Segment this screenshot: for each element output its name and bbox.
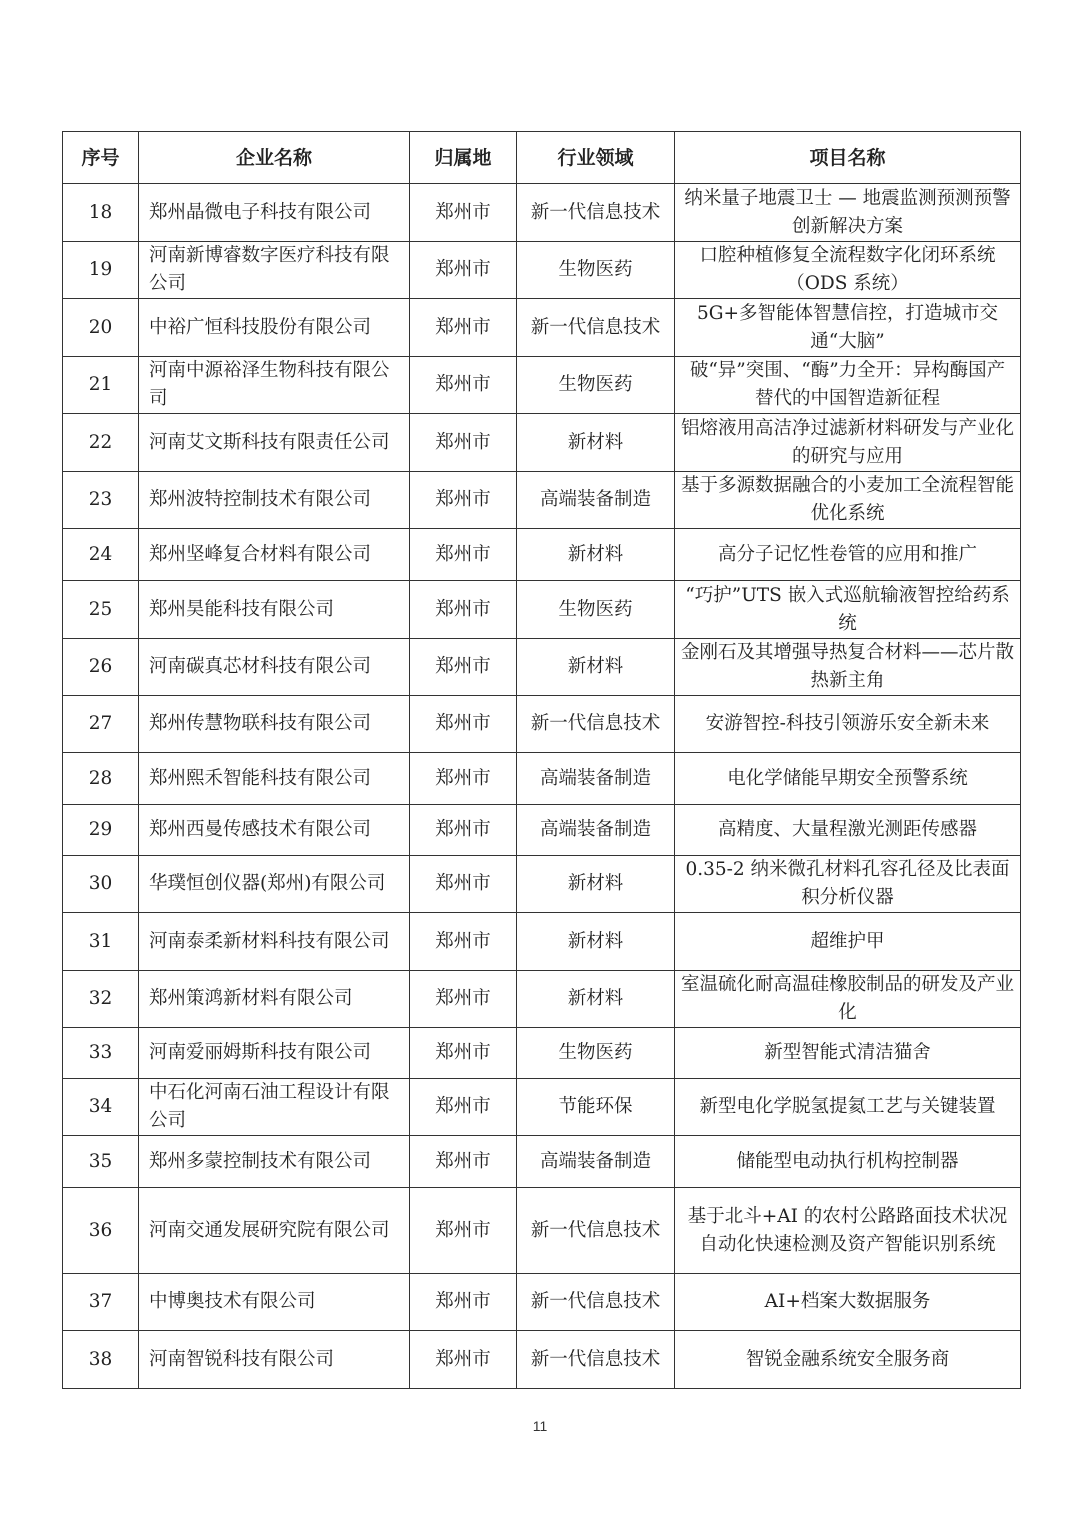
table-row <box>63 639 1021 696</box>
cell-project: 高精度、大量程激光测距传感器 <box>675 805 1021 856</box>
cell-industry: 生物医药 <box>517 357 675 414</box>
table-row <box>63 299 1021 357</box>
cell-project: 安游智控-科技引领游乐安全新未来 <box>675 696 1021 753</box>
cell-company: 中裕广恒科技股份有限公司 <box>139 299 410 357</box>
header-industry: 行业领域 <box>517 132 675 184</box>
table-row <box>63 1079 1021 1136</box>
cell-location: 郑州市 <box>410 529 517 581</box>
cell-location: 郑州市 <box>410 1136 517 1188</box>
cell-no: 36 <box>63 1188 139 1274</box>
cell-project: 新型智能式清洁猫舍 <box>675 1028 1021 1079</box>
cell-project: 口腔种植修复全流程数字化闭环系统（ODS 系统） <box>675 242 1021 299</box>
cell-location: 郑州市 <box>410 913 517 971</box>
cell-industry: 新材料 <box>517 529 675 581</box>
cell-location: 郑州市 <box>410 1331 517 1389</box>
page-number: 11 <box>532 1418 548 1434</box>
cell-industry: 新材料 <box>517 639 675 696</box>
cell-project: 智锐金融系统安全服务商 <box>675 1331 1021 1389</box>
cell-industry: 新一代信息技术 <box>517 1331 675 1389</box>
table-header-row <box>63 132 1021 184</box>
cell-project: 0.35-2 纳米微孔材料孔容孔径及比表面积分析仪器 <box>675 856 1021 913</box>
cell-company: 河南泰柔新材料科技有限公司 <box>139 913 410 971</box>
cell-location: 郑州市 <box>410 856 517 913</box>
cell-industry: 新一代信息技术 <box>517 1274 675 1331</box>
cell-location: 郑州市 <box>410 639 517 696</box>
cell-company: 河南交通发展研究院有限公司 <box>139 1188 410 1274</box>
cell-industry: 生物医药 <box>517 581 675 639</box>
cell-industry: 高端装备制造 <box>517 1136 675 1188</box>
table-row <box>63 581 1021 639</box>
cell-industry: 新材料 <box>517 913 675 971</box>
cell-project: 高分子记忆性卷管的应用和推广 <box>675 529 1021 581</box>
cell-project: 铝熔液用高洁净过滤新材料研发与产业化的研究与应用 <box>675 414 1021 472</box>
cell-company: 河南碳真芯材科技有限公司 <box>139 639 410 696</box>
cell-company: 郑州晶微电子科技有限公司 <box>139 184 410 242</box>
cell-location: 郑州市 <box>410 1028 517 1079</box>
cell-industry: 新材料 <box>517 856 675 913</box>
cell-industry: 新一代信息技术 <box>517 1188 675 1274</box>
cell-no: 22 <box>63 414 139 472</box>
cell-location: 郑州市 <box>410 184 517 242</box>
cell-location: 郑州市 <box>410 696 517 753</box>
cell-no: 18 <box>63 184 139 242</box>
cell-no: 29 <box>63 805 139 856</box>
cell-no: 27 <box>63 696 139 753</box>
cell-no: 32 <box>63 971 139 1028</box>
cell-no: 25 <box>63 581 139 639</box>
cell-project: 室温硫化耐高温硅橡胶制品的研发及产业化 <box>675 971 1021 1028</box>
cell-company: 中石化河南石油工程设计有限公司 <box>139 1079 410 1136</box>
table-row <box>63 184 1021 242</box>
cell-project: 电化学储能早期安全预警系统 <box>675 753 1021 805</box>
cell-company: 郑州坚峰复合材料有限公司 <box>139 529 410 581</box>
cell-location: 郑州市 <box>410 414 517 472</box>
cell-no: 28 <box>63 753 139 805</box>
cell-location: 郑州市 <box>410 472 517 529</box>
project-table <box>62 131 1021 1389</box>
cell-industry: 高端装备制造 <box>517 805 675 856</box>
table-row <box>63 971 1021 1028</box>
cell-no: 34 <box>63 1079 139 1136</box>
cell-no: 26 <box>63 639 139 696</box>
table-row <box>63 805 1021 856</box>
cell-company: 河南新博睿数字医疗科技有限公司 <box>139 242 410 299</box>
cell-project: 5G+多智能体智慧信控，打造城市交通“大脑” <box>675 299 1021 357</box>
cell-project: 基于北斗+AI 的农村公路路面技术状况自动化快速检测及资产智能识别系统 <box>675 1188 1021 1274</box>
cell-project: “巧护”UTS 嵌入式巡航输液智控给药系统 <box>675 581 1021 639</box>
table-row <box>63 242 1021 299</box>
cell-industry: 高端装备制造 <box>517 472 675 529</box>
table-row <box>63 753 1021 805</box>
header-company: 企业名称 <box>139 132 410 184</box>
cell-project: 基于多源数据融合的小麦加工全流程智能优化系统 <box>675 472 1021 529</box>
cell-industry: 生物医药 <box>517 242 675 299</box>
cell-company: 郑州策鸿新材料有限公司 <box>139 971 410 1028</box>
table-body <box>63 184 1021 1389</box>
cell-project: 纳米量子地震卫士 — 地震监测预测预警创新解决方案 <box>675 184 1021 242</box>
cell-company: 郑州波特控制技术有限公司 <box>139 472 410 529</box>
cell-industry: 节能环保 <box>517 1079 675 1136</box>
cell-no: 19 <box>63 242 139 299</box>
cell-company: 郑州多蒙控制技术有限公司 <box>139 1136 410 1188</box>
cell-company: 河南爱丽姆斯科技有限公司 <box>139 1028 410 1079</box>
table-row <box>63 1028 1021 1079</box>
table-row <box>63 1331 1021 1389</box>
cell-location: 郑州市 <box>410 1188 517 1274</box>
cell-project: 金刚石及其增强导热复合材料——芯片散热新主角 <box>675 639 1021 696</box>
cell-industry: 高端装备制造 <box>517 753 675 805</box>
cell-industry: 新一代信息技术 <box>517 696 675 753</box>
table-row <box>63 1274 1021 1331</box>
table-row <box>63 1188 1021 1274</box>
table-row <box>63 357 1021 414</box>
header-location: 归属地 <box>410 132 517 184</box>
header-project: 项目名称 <box>675 132 1021 184</box>
cell-no: 30 <box>63 856 139 913</box>
cell-no: 37 <box>63 1274 139 1331</box>
cell-project: AI+档案大数据服务 <box>675 1274 1021 1331</box>
cell-industry: 新材料 <box>517 414 675 472</box>
cell-company: 郑州传慧物联科技有限公司 <box>139 696 410 753</box>
cell-location: 郑州市 <box>410 753 517 805</box>
cell-location: 郑州市 <box>410 1274 517 1331</box>
cell-location: 郑州市 <box>410 357 517 414</box>
cell-location: 郑州市 <box>410 242 517 299</box>
cell-project: 储能型电动执行机构控制器 <box>675 1136 1021 1188</box>
cell-company: 河南中源裕泽生物科技有限公司 <box>139 357 410 414</box>
cell-company: 中博奥技术有限公司 <box>139 1274 410 1331</box>
table-row <box>63 696 1021 753</box>
cell-company: 河南智锐科技有限公司 <box>139 1331 410 1389</box>
cell-location: 郑州市 <box>410 805 517 856</box>
cell-industry: 新一代信息技术 <box>517 299 675 357</box>
cell-industry: 新一代信息技术 <box>517 184 675 242</box>
cell-company: 郑州熙禾智能科技有限公司 <box>139 753 410 805</box>
table-row <box>63 856 1021 913</box>
cell-no: 31 <box>63 913 139 971</box>
cell-project: 新型电化学脱氢提氦工艺与关键装置 <box>675 1079 1021 1136</box>
cell-location: 郑州市 <box>410 1079 517 1136</box>
cell-no: 33 <box>63 1028 139 1079</box>
cell-location: 郑州市 <box>410 299 517 357</box>
cell-industry: 生物医药 <box>517 1028 675 1079</box>
cell-no: 21 <box>63 357 139 414</box>
cell-no: 38 <box>63 1331 139 1389</box>
header-no: 序号 <box>63 132 139 184</box>
cell-project: 超维护甲 <box>675 913 1021 971</box>
cell-industry: 新材料 <box>517 971 675 1028</box>
table-row <box>63 529 1021 581</box>
table-row <box>63 414 1021 472</box>
table-row <box>63 472 1021 529</box>
cell-no: 23 <box>63 472 139 529</box>
table-row <box>63 1136 1021 1188</box>
table-row <box>63 913 1021 971</box>
cell-company: 郑州西曼传感技术有限公司 <box>139 805 410 856</box>
cell-company: 河南艾文斯科技有限责任公司 <box>139 414 410 472</box>
cell-company: 华璞恒创仪器(郑州)有限公司 <box>139 856 410 913</box>
cell-no: 24 <box>63 529 139 581</box>
cell-no: 35 <box>63 1136 139 1188</box>
cell-project: 破“异”突围、“酶”力全开：异构酶国产替代的中国智造新征程 <box>675 357 1021 414</box>
cell-no: 20 <box>63 299 139 357</box>
cell-company: 郑州昊能科技有限公司 <box>139 581 410 639</box>
cell-location: 郑州市 <box>410 971 517 1028</box>
cell-location: 郑州市 <box>410 581 517 639</box>
